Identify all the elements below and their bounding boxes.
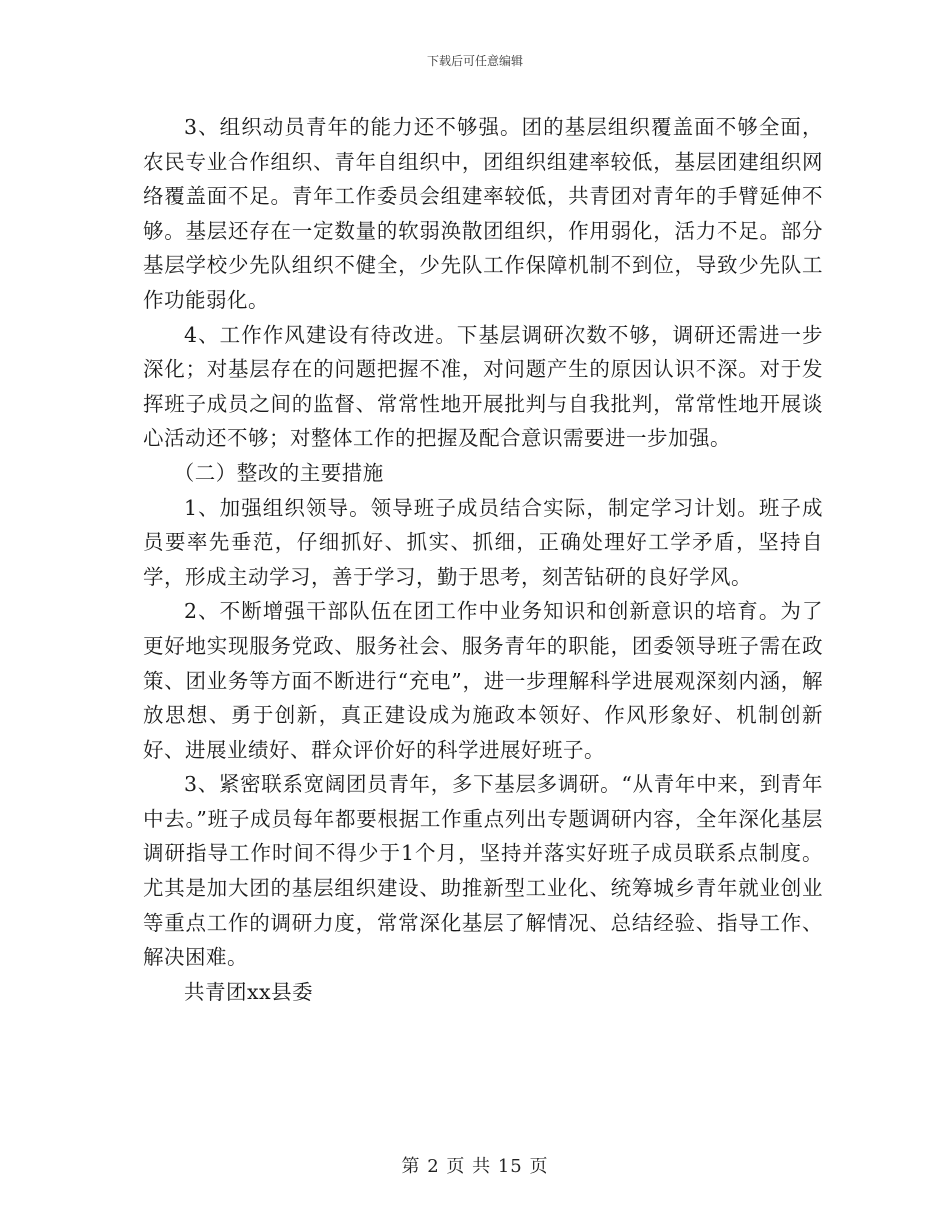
paragraph-item-4-work-style: 4、工作作风建设有待改进。下基层调研次数不够，调研还需进一步深化；对基层存在的问题把握不准，对问题产生的原因认识不深。对于发挥班子成员之间的监督、常常性地开展批判与自我批判，常常性地开展谈心活动还不够；对整体工作的把握及配合意识需要进一步加强。 <box>143 322 823 451</box>
paragraph-measure-1: 1、加强组织领导。领导班子成员结合实际，制定学习计划。班子成员要率先垂范，仔细抓好、抓实、抓细，正确处理好工学矛盾，坚持自学，形成主动学习，善于学习，勤于思考，刻苦钻研的良好学风。 <box>143 495 823 589</box>
page-number: 第 2 页 共 15 页 <box>401 1156 549 1177</box>
paragraph-item-3-capability: 3、组织动员青年的能力还不够强。团的基层组织覆盖面不够全面，农民专业合作组织、青年自组织中，团组织组建率较低，基层团建组织网络覆盖面不足。青年工作委员会组建率较低，共青团对青年的手臂延伸不够。基层还存在一定数量的软弱涣散团组织，作用弱化，活力不足。部分基层学校少先队组织不健全，少先队工作保障机制不到位，导致少先队工作功能弱化。 <box>143 115 823 312</box>
paragraph-measure-3: 3、紧密联系宽阔团员青年，多下基层多调研。“从青年中来，到青年中去。”班子成员每年都要根据工作重点列出专题调研内容，全年深化基层调研指导工作时间不得少于1个月，坚持并落实好班子成员联系点制度。尤其是加大团的基层组织建设、助推新型工业化、统筹城乡青年就业创业等重点工作的调研力度，常常深化基层了解情况、总结经验、指导工作、解决困难。 <box>143 772 823 970</box>
signature: 共青团xx县委 <box>184 979 314 1004</box>
header-note: 下载后可任意编辑 <box>426 54 523 68</box>
section-heading-measures: （二）整改的主要措施 <box>173 460 384 485</box>
paragraph-measure-2: 2、不断增强干部队伍在团工作中业务知识和创新意识的培育。为了更好地实现服务党政、服务社会、服务青年的职能，团委领导班子需在政策、团业务等方面不断进行“充电”，进一步理解科学进展观深刻内涵，解放思想、勇于创新，真正建设成为施政本领好、作风形象好、机制创新好、进展业绩好、群众评价好的科学进展好班子。 <box>143 599 823 762</box>
document-body <box>143 110 823 1009</box>
